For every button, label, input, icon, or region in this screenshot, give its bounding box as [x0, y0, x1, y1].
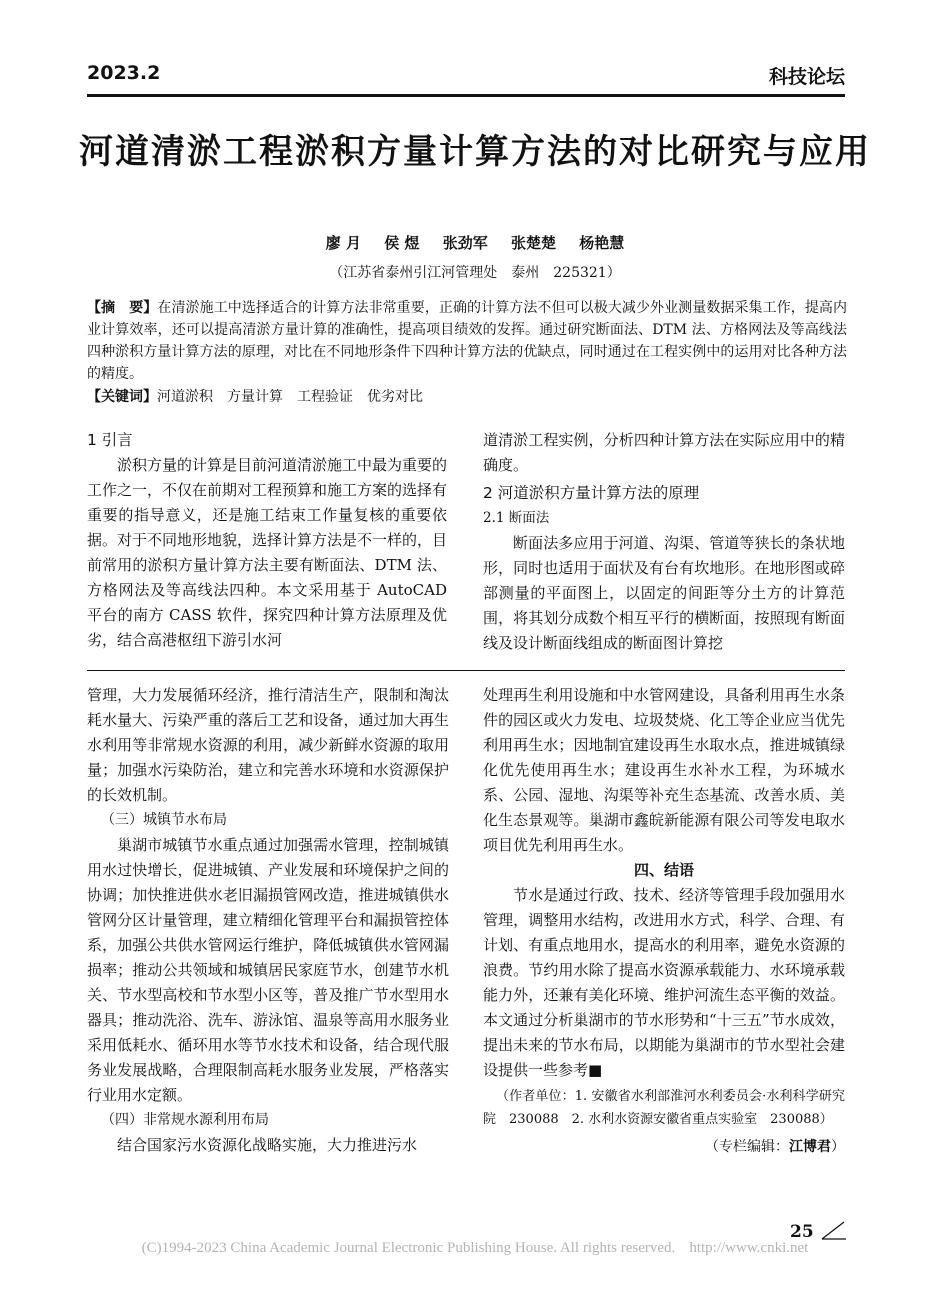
abstract-text: 在清淤施工中选择适合的计算方法非常重要，正确的计算方法不但可以极大减少外业测量数据采集工作，提高内业计算效率，还可以提高清淤方量计算的准确性，提高项目绩效的发挥。通过研究断面法、DTM 法、方格网法及等高线法四种淤积方量计算方法的原理，对比在不同地形条件下四种计算方法的优缺点，同时通过在工程实例中的运用对比各种方法的精度。 [87, 300, 848, 382]
header-rule [87, 94, 845, 97]
paragraph: 断面法多应用于河道、沟渠、管道等狭长的条状地形，同时也适用于面状及有台有坎地形。在地形图或碎部测量的平面图上，以固定的间距等分土方的计算范围，将其划分成数个相互平行的横断面，按照现有断面线及设计断面线组成的断面图计算挖 [483, 534, 845, 652]
copyright-text: (C)1994-2023 China Academic Journal Electronic Publishing House. All rights reserved. [141, 1240, 676, 1256]
keywords [87, 386, 847, 408]
editor-prefix: （专栏编辑： [705, 1139, 789, 1155]
column-3 [87, 683, 449, 1158]
keywords-text: 河道淤积 方量计算 工程验证 优劣对比 [157, 389, 423, 405]
author-name: 廖 月 [325, 234, 361, 252]
author-list [0, 232, 950, 253]
subsection-heading: （四）非常规水源利用布局 [101, 1112, 269, 1128]
paragraph: 巢湖市城镇节水重点通过加强需水管理，控制城镇用水过快增长，促进城镇、产业发展和环境保护之间的协调；加快推进供水老旧漏损管网改造，推进城镇供水管网分区计量管理，建立精细化管理平台和漏损管控体系，加强公共供水管网运行维护，降低城镇供水管网漏损率；推动公共领域和城镇居民家庭节水，创建节水机关、节水型高校和节水型小区等，普及推广节水型用水器具；推动洗浴、洗车、游泳馆、温泉等高用水服务业采用低耗水、循环用水等节水技术和设备，结合现代服务业发展战略，合理限制高耗水服务业发展，严格落实行业用水定额。 [87, 836, 449, 1104]
article-title: 河道清淤工程淤积方量计算方法的对比研究与应用 [79, 132, 871, 172]
author-unit-note: （作者单位：1. 安徽省水利部淮河水利委员会·水利科学研究院 230088 2. 水利水资源安徽省重点实验室 230088） [483, 1089, 845, 1127]
issue-label: 2023.2 [87, 62, 161, 84]
column-editor [483, 1135, 845, 1160]
affiliation: （江苏省泰州引江河管理处 泰州 225321） [329, 265, 621, 281]
paragraph: 结合国家污水资源化战略实施，大力推进污水 [117, 1136, 418, 1154]
paragraph: 淤积方量的计算是目前河道清淤施工中最为重要的工作之一，不仅在前期对工程预算和施工方案的选择有重要的指导意义，还是施工结束工作量复核的重要依据。对于不同地形地貌，选择计算方法是不一样的，目前常用的淤积方量计算方法主要有断面法、DTM 法、方格网法及等高线法四种。本文采用基于 AutoCAD 平台的南方 CASS 软件，探究四种计算方法原理及优劣，结合高港枢纽下游引水河 [87, 456, 448, 649]
column-4 [483, 683, 845, 1160]
column-1 [87, 428, 447, 653]
page-corner-mark-icon [818, 1220, 848, 1240]
copyright-url[interactable]: http://www.cnki.net [689, 1240, 809, 1256]
copyright-footer [0, 1240, 950, 1257]
editor-name: 江博君 [789, 1139, 831, 1155]
author-name: 侯 煜 [384, 234, 420, 252]
paragraph: 节水是通过行政、技术、经济等管理手段加强用水管理，调整用水结构，改进用水方式，科学、合理、有计划、有重点地用水，提高水的利用率，避免水资源的浪费。节约用水除了提高水资源承载能力、水环境承载能力外，还兼有美化环境、维护河流生态平衡的效益。本文通过分析巢湖市的节水形势和“十三五”节水成效，提出未来的节水布局，以期能为巢湖市的节水型社会建设提供一些参考■ [483, 886, 845, 1079]
section-heading: 四、结语 [633, 861, 694, 879]
subsection-heading: 2.1 断面法 [483, 510, 550, 526]
author-name: 杨艳慧 [579, 234, 625, 252]
column-2 [483, 428, 845, 656]
author-name: 张劲军 [442, 234, 488, 252]
editor-suffix: ） [831, 1139, 845, 1155]
keywords-label: 【关键词】 [87, 389, 157, 405]
section-heading: 1 引言 [87, 431, 133, 449]
abstract [87, 297, 847, 385]
section-heading: 2 河道淤积方量计算方法的原理 [483, 484, 700, 502]
abstract-label: 【摘 要】 [87, 300, 158, 316]
section-divider [87, 670, 845, 671]
paragraph-continued: 管理，大力发展循环经济，推行清洁生产，限制和淘汰耗水量大、污染严重的落后工艺和设备，通过加大再生水利用等非常规水资源的利用，减少新鲜水资源的取用量；加强水污染防治，建立和完善水环境和水资源保护的长效机制。 [87, 686, 449, 804]
paragraph-continued: 道清淤工程实例，分析四种计算方法在实际应用中的精确度。 [483, 431, 845, 474]
subsection-heading: （三）城镇节水布局 [101, 812, 227, 828]
author-name: 张楚楚 [510, 234, 556, 252]
page-number: 25 [790, 1222, 814, 1242]
column-label: 科技论坛 [768, 66, 845, 88]
paragraph-continued: 处理再生利用设施和中水管网建设，具备利用再生水条件的园区或火力发电、垃圾焚烧、化工等企业应当优先利用再生水；因地制宜建设再生水取水点，推进城镇绿化优先使用再生水；建设再生水补水工程，为环城水系、公园、湿地、沟渠等补充生态基流、改善水质、美化生态景观等。巢湖市鑫皖新能源有限公司等发电取水项目优先利用再生水。 [483, 686, 845, 854]
